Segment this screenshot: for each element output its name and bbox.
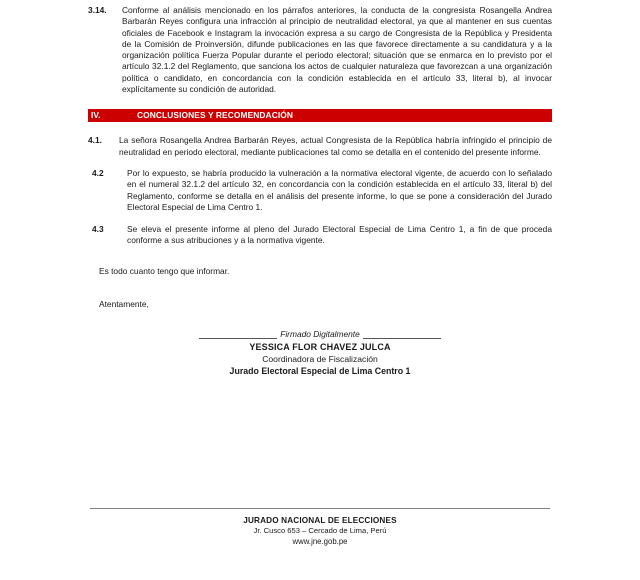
paragraph-4-3 [88, 224, 552, 247]
section-title: CONCLUSIONES Y RECOMENDACIÓN [137, 110, 294, 121]
paragraph-text: Conforme al análisis mencionado en los párrafos anteriores, la conducta de la congresista Rosangella Andrea Barbarán Reyes configura una infracción al principio de neutralidad electoral, ya que al mantener en sus cuentas oficiales de Facebook e Instagram la invocación expresa a su cargo de Congresista de la República y Presidenta de la Comisión de Proinversión, difunde publicaciones en las que favorece directamente a su candidatura y a la organización política Fuerza Popular durante el periodo electoral; situación que se enmarca en lo previsto por el artículo 32.1.2 del Reglamento, que sanciona los actos de cualquier naturaleza que favorezcan a una organización política o candidato, en concordancia con la condición establecida en el artículo 33, literal b), al invocar explícitamente su condición de autoridad. [122, 5, 552, 95]
paragraph-text: Se eleva el presente informe al pleno del Jurado Electoral Especial de Lima Centro 1, a fin de que proceda conforme a sus atribuciones y a la normativa vigente. [127, 224, 552, 246]
spacer [88, 310, 552, 328]
paragraph-4-1 [88, 135, 552, 158]
section-header-conclusiones [88, 109, 552, 122]
paragraph-text: Por lo expuesto, se habría producido la vulneración a la normativa electoral vigente, de acuerdo con lo señalado en el numeral 32.1.2 del artículo 32, en concordancia con la condición establecida en el artículo 33, literal b) del Reglamento, conforme se detalla en el análisis del presente informe, lo que se pone a consideración del Jurado Electoral Especial de Lima Centro 1. [127, 167, 552, 212]
footer-address: Jr. Cusco 653 – Cercado de Lima, Perú [253, 526, 387, 535]
footer-divider [90, 508, 550, 509]
footer-website: www.jne.gob.pe [292, 536, 348, 546]
digital-signature-label: Firmado Digitalmente [280, 329, 360, 340]
paragraph-number: 4.1. [88, 135, 102, 146]
paragraph-number: 3.14. [88, 5, 107, 15]
signature-rule-row [88, 328, 552, 341]
closing-statement: Es todo cuanto tengo que informar. [99, 265, 230, 276]
spacer [88, 247, 552, 266]
paragraph-3-14 [88, 5, 552, 95]
paragraph-4-2 [88, 168, 552, 213]
paragraph-number: 4.2 [92, 167, 104, 178]
signatory-role: Coordinadora de Fiscalización [262, 354, 378, 365]
spacer [88, 277, 552, 299]
document-content [88, 5, 552, 377]
section-roman-numeral: IV. [91, 110, 101, 121]
footer-institution: JURADO NACIONAL DE ELECCIONES [243, 516, 397, 525]
signature-block [88, 328, 552, 377]
paragraph-number: 4.3 [92, 224, 104, 235]
signature-rule-left [199, 338, 277, 339]
signatory-name: YESSICA FLOR CHAVEZ JULCA [249, 342, 391, 353]
paragraph-text: La señora Rosangella Andrea Barbarán Reyes, actual Congresista de la República habría infringido el principio de neutralidad en periodo electoral, mediante publicaciones tal como se detalla en el contenido del presente informe. [119, 135, 552, 157]
signatory-organization: Jurado Electoral Especial de Lima Centro 1 [229, 366, 411, 377]
closing-salutation: Atentamente, [99, 299, 149, 310]
page-footer [90, 508, 550, 547]
signature-rule-right [363, 338, 441, 339]
